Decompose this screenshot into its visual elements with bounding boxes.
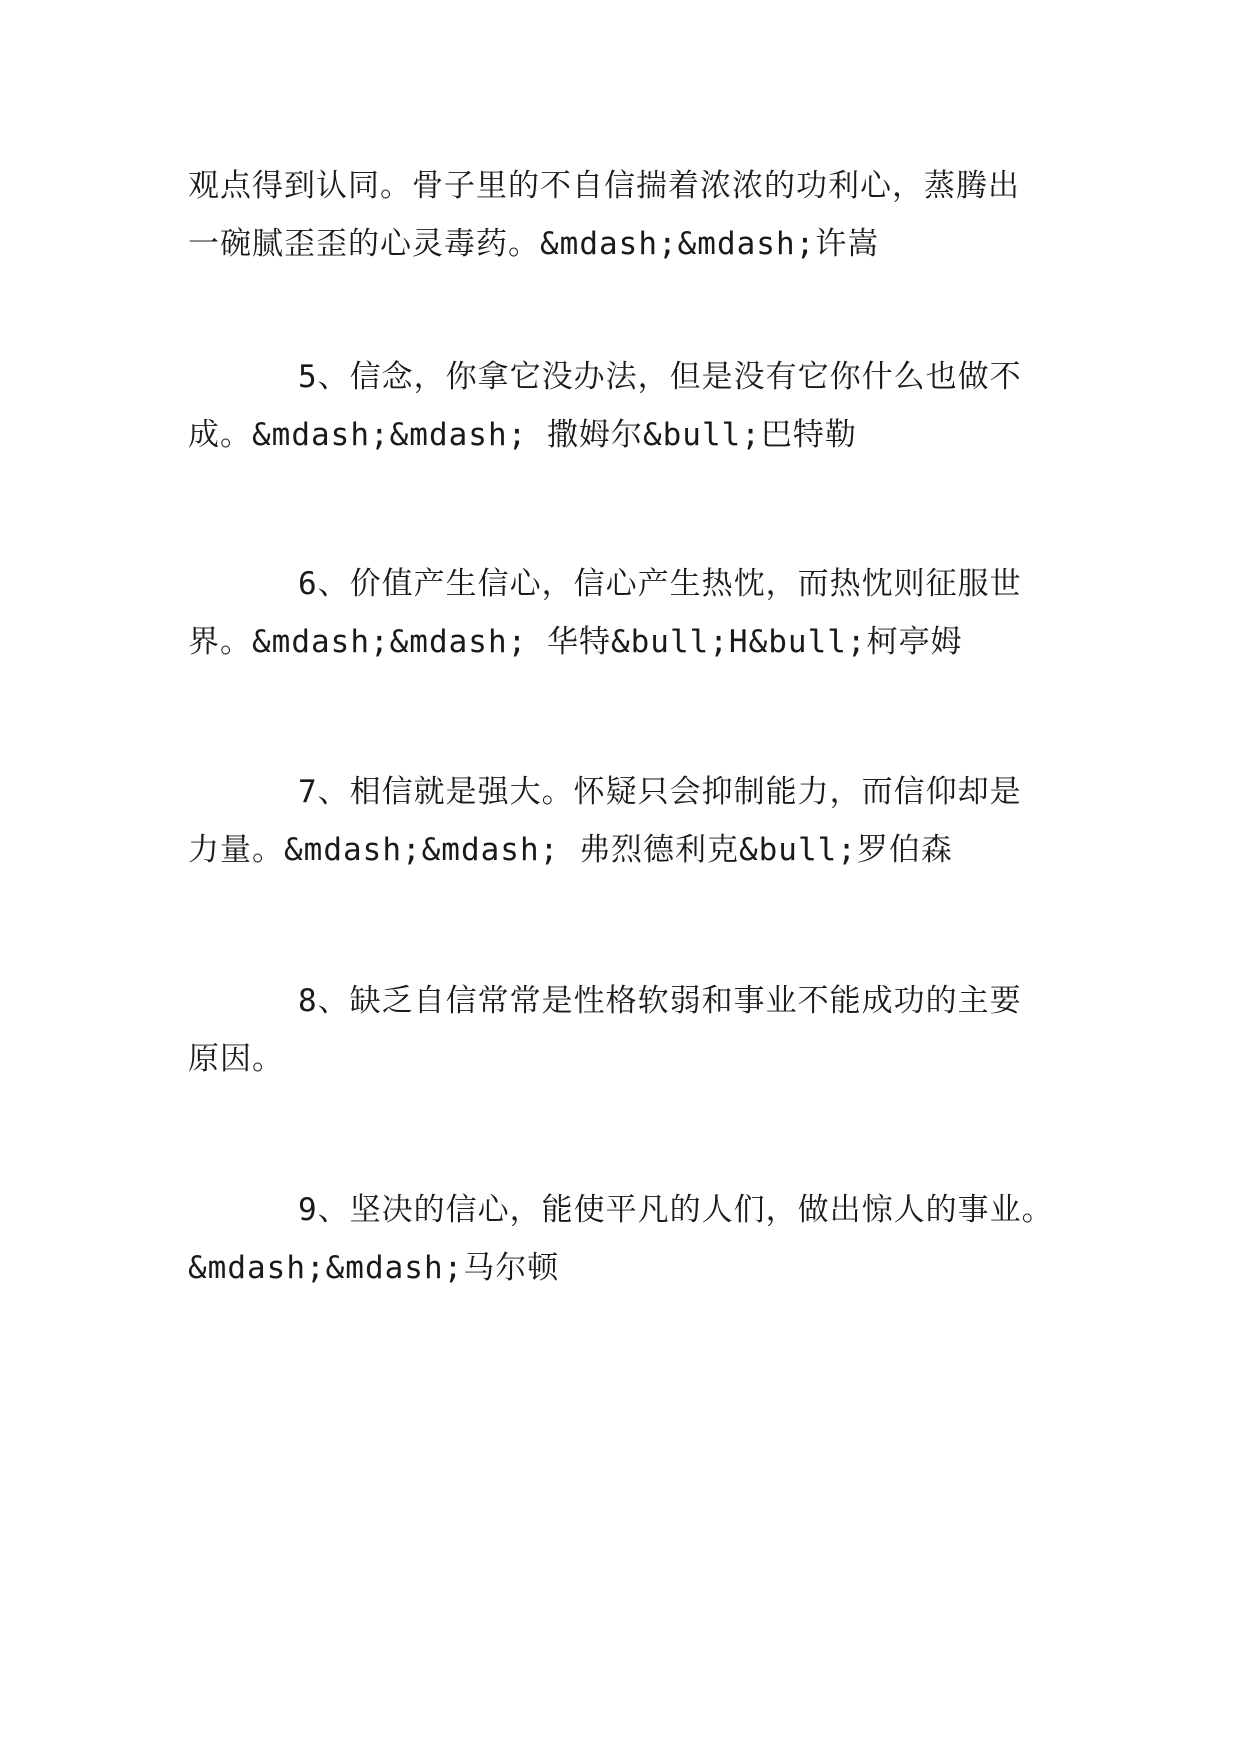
paragraph-continuation [188, 157, 1068, 273]
paragraph-line: 一碗腻歪歪的心灵毒药。&mdash;&mdash;许嵩 [188, 226, 880, 262]
quote-paragraph-7 [188, 763, 1068, 879]
paragraph-line: 7、相信就是强大。怀疑只会抑制能力，而信仰却是 [298, 774, 1022, 810]
paragraph-line: 力量。&mdash;&mdash; 弗烈德利克&bull;罗伯森 [188, 832, 953, 868]
paragraph-line: 成。&mdash;&mdash; 撒姆尔&bull;巴特勒 [188, 417, 857, 453]
quote-paragraph-5 [188, 348, 1068, 464]
quote-paragraph-6 [188, 555, 1068, 671]
paragraph-line: 原因。 [188, 1041, 284, 1077]
paragraph-line: 8、缺乏自信常常是性格软弱和事业不能成功的主要 [298, 983, 1022, 1019]
quote-paragraph-8 [188, 972, 1068, 1088]
paragraph-line: 6、价值产生信心，信心产生热忱，而热忱则征服世 [298, 566, 1022, 602]
quote-paragraph-9 [188, 1181, 1068, 1297]
paragraph-line: 5、信念，你拿它没办法，但是没有它你什么也做不 [298, 359, 1022, 395]
paragraph-line: 界。&mdash;&mdash; 华特&bull;H&bull;柯亭姆 [188, 624, 963, 660]
paragraph-line: 9、坚决的信心，能使平凡的人们，做出惊人的事业。 [298, 1192, 1054, 1228]
paragraph-line: &mdash;&mdash;马尔顿 [188, 1250, 560, 1286]
paragraph-line: 观点得到认同。骨子里的不自信揣着浓浓的功利心，蒸腾出 [188, 168, 1020, 204]
